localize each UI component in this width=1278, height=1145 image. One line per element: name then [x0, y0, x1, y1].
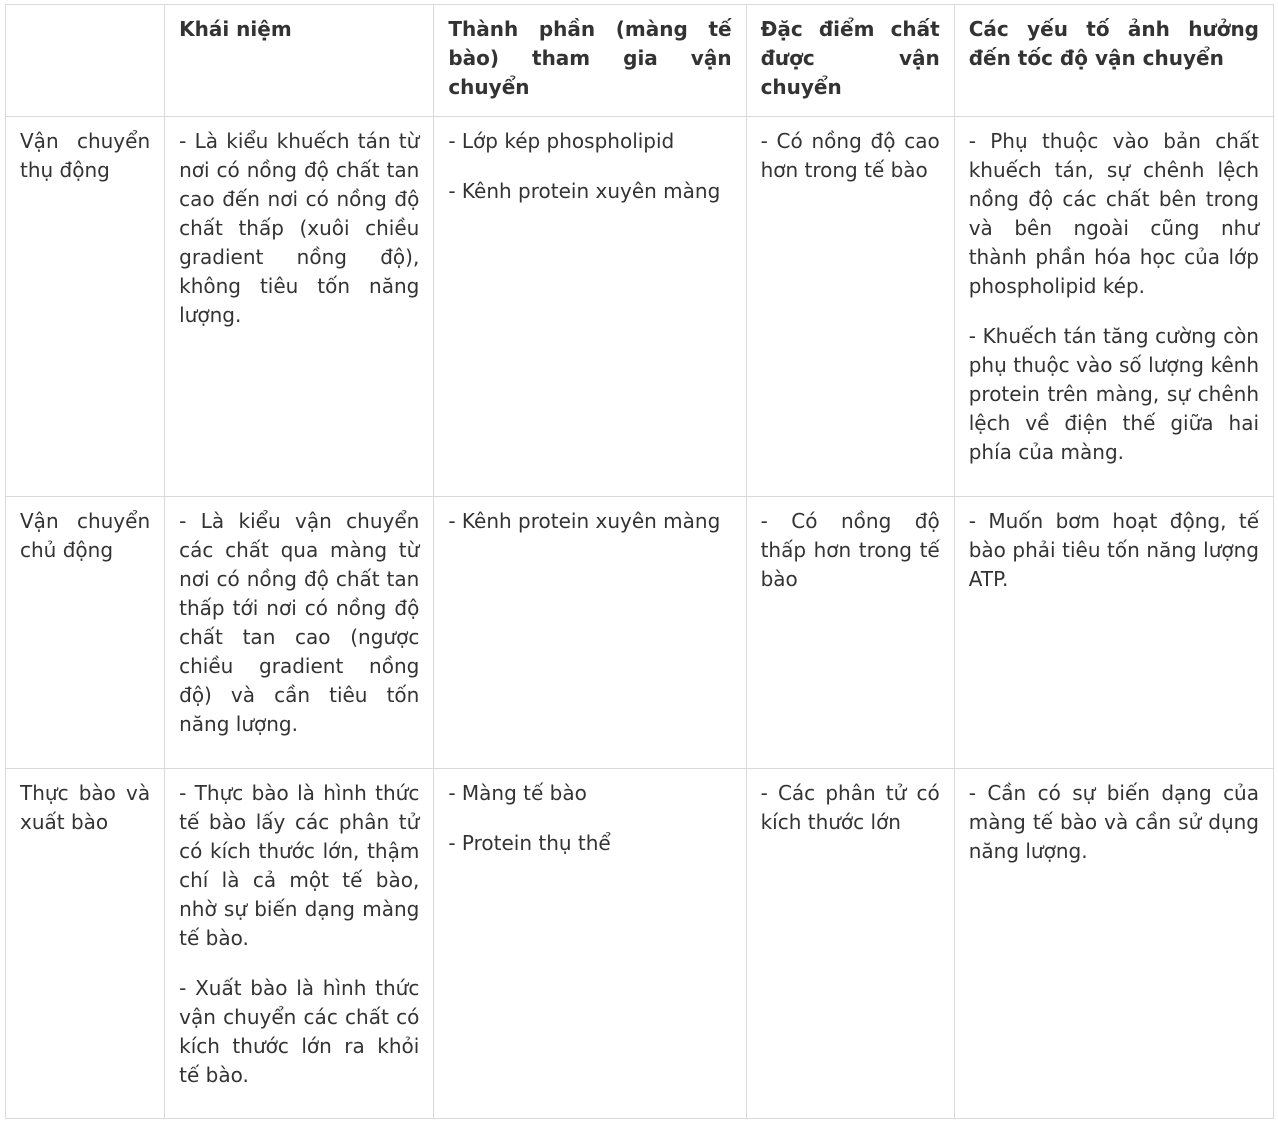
table-row: [6, 769, 1274, 1119]
header-components: Thành phần (màng tế bào) tham gia vận chuyển: [434, 5, 746, 117]
component-item: - Protein thụ thể: [448, 831, 611, 855]
factors-cell: [954, 769, 1273, 1119]
components-cell: [434, 769, 746, 1119]
row-name: [6, 117, 165, 497]
substance-cell: [746, 769, 954, 1119]
substance-cell: [746, 497, 954, 769]
header-substance: Đặc điểm chất được vận chuyển: [746, 5, 954, 117]
concept-cell: [165, 497, 434, 769]
factor-text: - Cần có sự biến dạng của màng tế bào và cần sử dụng năng lượng.: [968, 781, 1259, 863]
factor-text: - Khuếch tán tăng cường còn phụ thuộc vào số lượng kênh protein trên màng, sự chênh lệch về điện thế giữa hai phía của màng.: [968, 324, 1259, 464]
concept-cell: [165, 769, 434, 1119]
substance-text: - Các phân tử có kích thước lớn: [760, 781, 940, 834]
component-item: - Kênh protein xuyên màng: [448, 179, 721, 203]
row-name: [6, 497, 165, 769]
row-name-text: Vận chuyển chủ động: [20, 509, 151, 562]
component-item: - Màng tế bào: [448, 781, 587, 805]
row-name: [6, 769, 165, 1119]
row-name-text: Thực bào và xuất bào: [20, 781, 151, 834]
table-row: [6, 497, 1274, 769]
factors-cell: [954, 117, 1273, 497]
substance-text: - Có nồng độ cao hơn trong tế bào: [760, 129, 940, 182]
row-name-text: Vận chuyển thụ động: [20, 129, 151, 182]
table-row: [6, 117, 1274, 497]
factor-text: - Muốn bơm hoạt động, tế bào phải tiêu tốn năng lượng ATP.: [968, 509, 1259, 591]
substance-cell: [746, 117, 954, 497]
substance-text: - Có nồng độ thấp hơn trong tế bào: [760, 509, 940, 591]
header-empty: [6, 5, 165, 117]
header-concept: Khái niệm: [165, 5, 434, 117]
concept-text: - Là kiểu vận chuyển các chất qua màng từ nơi có nồng độ chất tan thấp tới nơi có nồng độ chất tan cao (ngược chiều gradient nồng độ) và cần tiêu tốn năng lượng.: [179, 509, 420, 736]
concept-text: - Là kiểu khuếch tán từ nơi có nồng độ chất tan cao đến nơi có nồng độ chất thấp (xuôi chiều gradient nồng độ), không tiêu tốn năng lượng.: [179, 129, 420, 327]
component-item: - Lớp kép phospholipid: [448, 129, 675, 153]
header-factors: Các yếu tố ảnh hưởng đến tốc độ vận chuyển: [954, 5, 1273, 117]
components-cell: [434, 117, 746, 497]
factor-text: - Phụ thuộc vào bản chất khuếch tán, sự chênh lệch nồng độ các chất bên trong và bên ngoài cũng như thành phần hóa học của lớp phospholipid kép.: [968, 129, 1259, 298]
transport-comparison-table: [5, 4, 1274, 1119]
factors-cell: [954, 497, 1273, 769]
concept-text: - Thực bào là hình thức tế bào lấy các phân tử có kích thước lớn, thậm chí là cả một tế bào, nhờ sự biến dạng màng tế bào.: [179, 781, 420, 950]
concept-cell: [165, 117, 434, 497]
components-cell: [434, 497, 746, 769]
concept-text: - Xuất bào là hình thức vận chuyển các chất có kích thước lớn ra khỏi tế bào.: [179, 976, 420, 1087]
component-item: - Kênh protein xuyên màng: [448, 509, 721, 533]
header-row: [6, 5, 1274, 117]
